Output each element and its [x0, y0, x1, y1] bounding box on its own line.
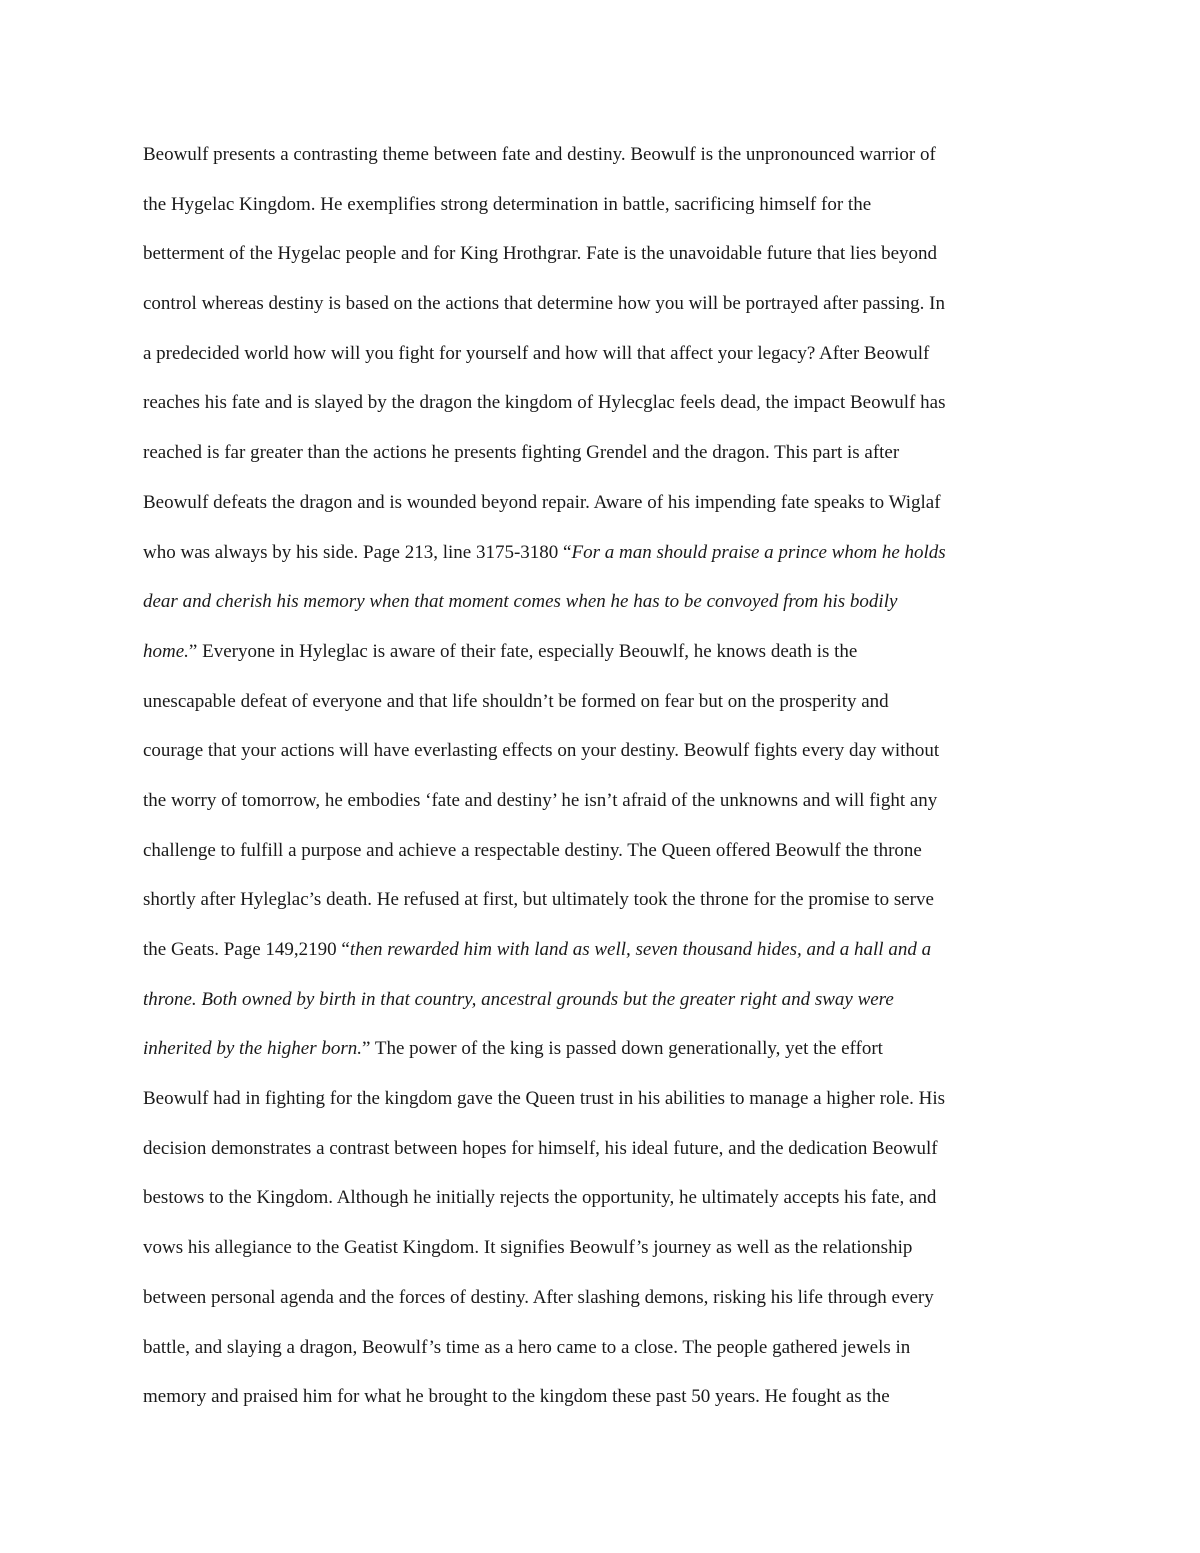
quoted-text: throne. Both owned by birth in that country, ancestral grounds but the greater right and sway were: [143, 988, 894, 1010]
paragraph-line: [143, 1323, 1073, 1373]
body-text: ” Everyone in Hyleglac is aware of their fate, especially Beouwlf, he knows death is the: [188, 640, 858, 662]
quoted-text: home.: [143, 640, 189, 662]
body-text: the Geats. Page 149,2190 “: [143, 939, 350, 960]
paragraph-line: [143, 1273, 1073, 1323]
body-text: reaches his fate and is slayed by the dragon the kingdom of Hylecglac feels dead, the impact Beowulf has: [143, 392, 946, 414]
paragraph-line: [143, 577, 1073, 627]
paragraph-line: [143, 776, 1073, 826]
paragraph-line: [143, 677, 1073, 727]
paragraph-line: [143, 378, 1073, 428]
body-text: control whereas destiny is based on the actions that determine how you will be portrayed after passing. In: [143, 293, 945, 315]
paragraph-line: [143, 279, 1073, 329]
quoted-text: dear and cherish his memory when that moment comes when he has to be convoyed from his bodily: [143, 591, 898, 613]
body-text: vows his allegiance to the Geatist Kingdom. It signifies Beowulf’s journey as well as the relationship: [143, 1237, 913, 1259]
body-text: ” The power of the king is passed down generationally, yet the effort: [362, 1038, 883, 1060]
paragraph-line: [143, 1124, 1073, 1174]
body-text: challenge to fulfill a purpose and achieve a respectable destiny. The Queen offered Beowulf the throne: [143, 839, 922, 861]
paragraph-line: [143, 478, 1073, 528]
paragraph-line: [143, 428, 1073, 478]
body-text: the Hygelac Kingdom. He exemplifies strong determination in battle, sacrificing himself for the: [143, 193, 872, 215]
paragraph-line: [143, 975, 1073, 1025]
paragraph-line: [143, 130, 1073, 180]
paragraph-line: [143, 1372, 1073, 1422]
body-text: memory and praised him for what he brought to the kingdom these past 50 years. He fought as the: [143, 1386, 890, 1408]
paragraph-line: [143, 528, 1073, 578]
body-text: Beowulf had in fighting for the kingdom gave the Queen trust in his abilities to manage a higher role. His: [143, 1088, 946, 1110]
body-text: decision demonstrates a contrast between hopes for himself, his ideal future, and the dedication Beowulf: [143, 1137, 938, 1159]
paragraph-line: [143, 229, 1073, 279]
paragraph-line: [143, 875, 1073, 925]
body-text: between personal agenda and the forces of destiny. After slashing demons, risking his life through every: [143, 1286, 934, 1308]
body-text: betterment of the Hygelac people and for King Hrothgrar. Fate is the unavoidable future that lies beyond: [143, 243, 938, 265]
essay-body: [143, 130, 1073, 1422]
paragraph-line: [143, 627, 1073, 677]
paragraph-line: [143, 329, 1073, 379]
body-text: a predecided world how will you fight for yourself and how will that affect your legacy? After Beowulf: [143, 342, 930, 364]
paragraph-line: [143, 726, 1073, 776]
body-text: Beowulf defeats the dragon and is wounded beyond repair. Aware of his impending fate speaks to Wiglaf: [143, 491, 941, 513]
body-text: the worry of tomorrow, he embodies ‘fate and destiny’ he isn’t afraid of the unknowns and will fight any: [143, 789, 938, 811]
paragraph-line: [143, 925, 1073, 975]
body-text: shortly after Hyleglac’s death. He refused at first, but ultimately took the throne for the promise to serve: [143, 889, 934, 911]
body-text: reached is far greater than the actions he presents fighting Grendel and the dragon. This part is after: [143, 442, 900, 464]
paragraph-line: [143, 1074, 1073, 1124]
paragraph-line: [143, 826, 1073, 876]
paragraph-line: [143, 1223, 1073, 1273]
body-text: battle, and slaying a dragon, Beowulf’s time as a hero came to a close. The people gathered jewels in: [143, 1336, 911, 1358]
body-text: who was always by his side. Page 213, line 3175-3180 “: [143, 541, 572, 563]
paragraph-line: [143, 1173, 1073, 1223]
body-text: bestows to the Kingdom. Although he initially rejects the opportunity, he ultimately accepts his fate, and: [143, 1187, 937, 1209]
body-text: courage that your actions will have everlasting effects on your destiny. Beowulf fights every day without: [143, 740, 940, 762]
paragraph-line: [143, 1024, 1073, 1074]
body-text: Beowulf presents a contrasting theme between fate and destiny. Beowulf is the unpronounced warrior of: [143, 144, 936, 165]
body-text: unescapable defeat of everyone and that life shouldn’t be formed on fear but on the prosperity and: [143, 690, 889, 712]
quoted-text: inherited by the higher born.: [143, 1038, 362, 1060]
quoted-text: then rewarded him with land as well, seven thousand hides, and a hall and a: [349, 939, 932, 960]
paragraph-line: [143, 180, 1073, 230]
quoted-text: For a man should praise a prince whom he holds: [571, 541, 946, 563]
